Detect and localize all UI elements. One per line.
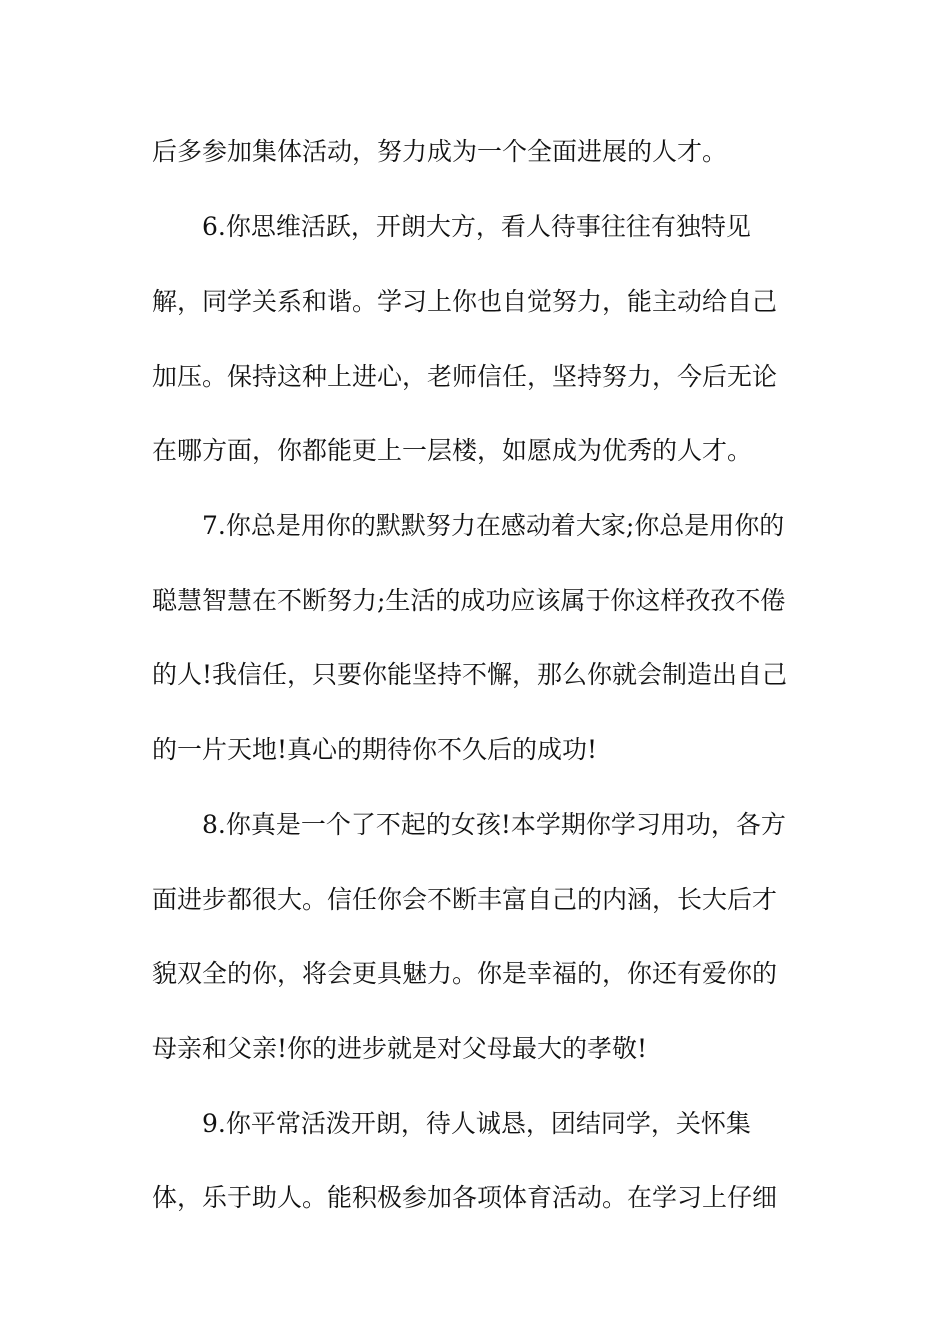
text-line-4: 加压。保持这种上进心，老师信任，坚持努力，今后无论	[152, 362, 778, 391]
paragraph-7-start: 7.你总是用你的默默努力在感动着大家;你总是用你的	[202, 511, 785, 540]
text-line-11: 面进步都很大。信任你会不断丰富自己的内涵，长大后才	[152, 885, 778, 914]
text-line-9: 的一片天地!真心的期待你不久后的成功!	[152, 735, 598, 764]
text-line-1: 后多参加集体活动，努力成为一个全面进展的人才。	[152, 137, 728, 166]
paragraph-8-start: 8.你真是一个了不起的女孩!本学期你学习用功，各方	[202, 810, 786, 839]
paragraph-6-start: 6.你思维活跃，开朗大方，看人待事往往有独特见	[202, 212, 751, 241]
text-line-15: 体，乐于助人。能积极参加各项体育活动。在学习上仔细	[152, 1183, 778, 1212]
text-line-7: 聪慧智慧在不断努力;生活的成功应该属于你这样孜孜不倦	[152, 586, 786, 615]
text-line-5: 在哪方面，你都能更上一层楼，如愿成为优秀的人才。	[152, 436, 753, 465]
paragraph-9-start: 9.你平常活泼开朗，待人诚恳，团结同学，关怀集	[202, 1109, 751, 1138]
text-line-13: 母亲和父亲!你的进步就是对父母最大的孝敬!	[152, 1034, 648, 1063]
text-line-8: 的人!我信任，只要你能坚持不懈，那么你就会制造出自己	[152, 660, 788, 689]
text-line-12: 貌双全的你，将会更具魅力。你是幸福的，你还有爱你的	[152, 959, 778, 988]
text-line-3: 解，同学关系和谐。学习上你也自觉努力，能主动给自己	[152, 287, 778, 316]
